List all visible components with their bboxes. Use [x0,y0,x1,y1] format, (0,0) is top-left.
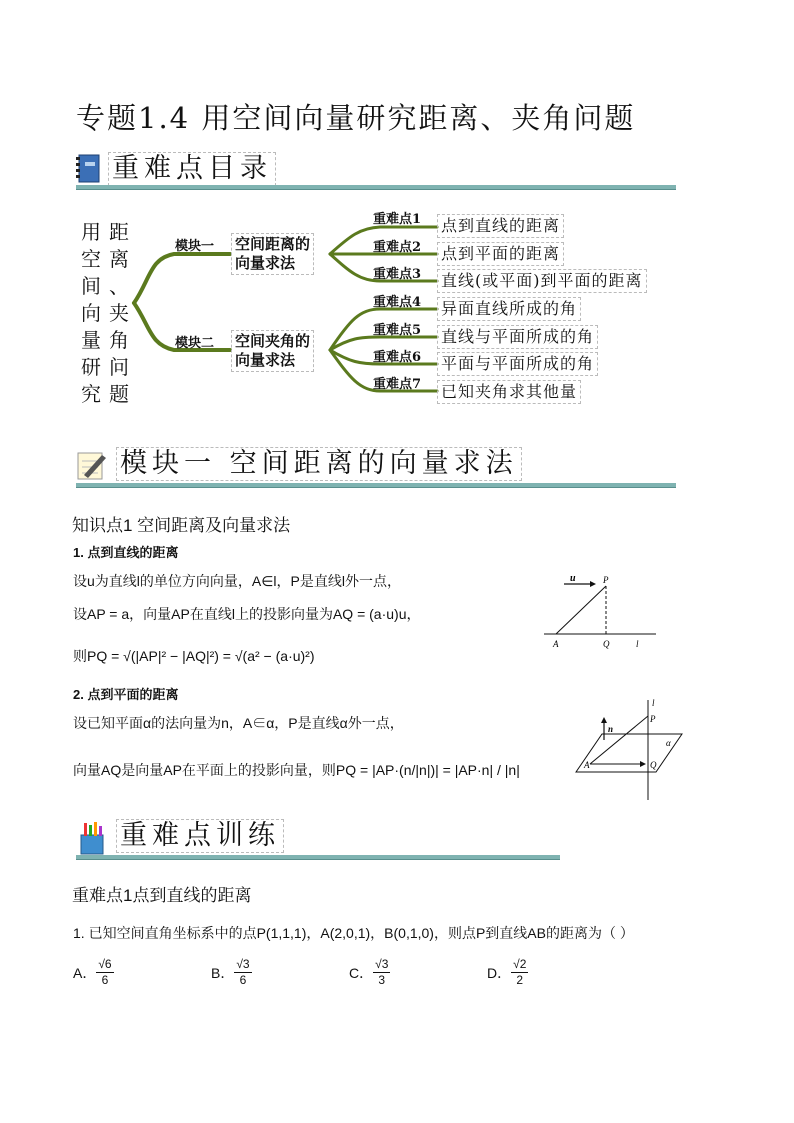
section-title: 重难点训练 [116,819,284,853]
point-label-2: 点到平面的距离 [437,242,564,266]
module-tag-1: 模块一 [175,239,215,254]
option-b[interactable]: B． $\frac{√3}{6}$ [211,957,250,987]
pencil-cup-icon [76,821,108,851]
section-header-training [76,818,284,854]
training-subtitle: 重难点1点到直线的距离 [72,886,252,905]
point-tag-5: 重难点5 [373,323,422,338]
svg-text:n: n [608,724,614,734]
divider [76,483,676,488]
point-label-7: 已知夹角求其他量 [437,380,581,404]
section-header-module1 [76,446,522,482]
point-label-5: 直线与平面所成的角 [437,325,598,349]
mindmap-root-col2: 距 离 、 夹 角 问 题 [109,220,129,406]
pencil-note-icon [76,449,108,479]
module-box-1: 空间距离的 向量求法 [231,233,314,275]
formula-line: 则PQ = √(|AP|² − |AQ|²) = √(a² − (a·u)²) [73,648,315,664]
svg-text:α: α [666,738,671,748]
text-line: 设已知平面α的法向量为n，A∈α，P是直线α外一点， [73,715,404,731]
subheading: 1. 点到直线的距离 [73,545,179,560]
svg-text:P: P [650,714,656,724]
text-line: 设AP = a，向量AP在直线l上的投影向量为AQ = (a·u)u， [73,606,421,622]
svg-text:l: l [652,698,655,708]
formula-line: 向量AQ是向量AP在平面上的投影向量，则PQ = |AP·(n/|n|)| = |AP·n| / |n| [73,762,520,778]
svg-text:A: A [553,639,559,649]
figure-point-plane [570,696,686,802]
point-tag-1: 重难点1 [373,212,422,227]
svg-text:A: A [584,760,590,770]
section-title: 重难点目录 [108,152,276,186]
point-tag-3: 重难点3 [373,267,422,282]
svg-text:u: u [570,573,576,584]
point-label-4: 异面直线所成的角 [437,297,581,321]
module-tag-2: 模块二 [175,336,215,351]
knowledge-title: 知识点1 空间距离及向量求法 [72,516,291,535]
point-tag-2: 重难点2 [373,240,422,255]
point-tag-6: 重难点6 [373,350,422,365]
svg-text:P: P [603,575,609,585]
figure-point-line [540,570,660,652]
point-label-1: 点到直线的距离 [437,214,564,238]
mindmap-root-col1: 用 空 间 向 量 研 究 [81,220,101,406]
point-label-3: 直线(或平面)到平面的距离 [437,269,647,293]
subheading: 2. 点到平面的距离 [73,687,179,702]
option-d[interactable]: D． $\frac{√2}{2}$ [487,957,527,987]
point-label-6: 平面与平面所成的角 [437,352,598,376]
svg-text:Q: Q [650,760,657,770]
option-a[interactable]: A． $\frac{√6}{6}$ [73,957,112,987]
question-text: 1. 已知空间直角坐标系中的点P(1,1,1)，A(2,0,1)，B(0,1,0)，则点P到直线AB的距离为（ ） [73,925,634,941]
svg-text:Q: Q [603,639,610,649]
point-tag-4: 重难点4 [373,295,422,310]
section-title: 模块一 空间距离的向量求法 [116,447,522,481]
page-title: 专题1.4 用空间向量研究距离、夹角问题 [76,101,636,135]
divider [76,855,560,860]
option-c[interactable]: C． $\frac{√3}{3}$ [349,957,389,987]
module-box-2: 空间夹角的 向量求法 [231,330,314,372]
point-tag-7: 重难点7 [373,377,422,392]
text-line: 设u为直线l的单位方向向量，A∈l，P是直线l外一点， [73,573,401,589]
svg-text:l: l [636,639,639,649]
